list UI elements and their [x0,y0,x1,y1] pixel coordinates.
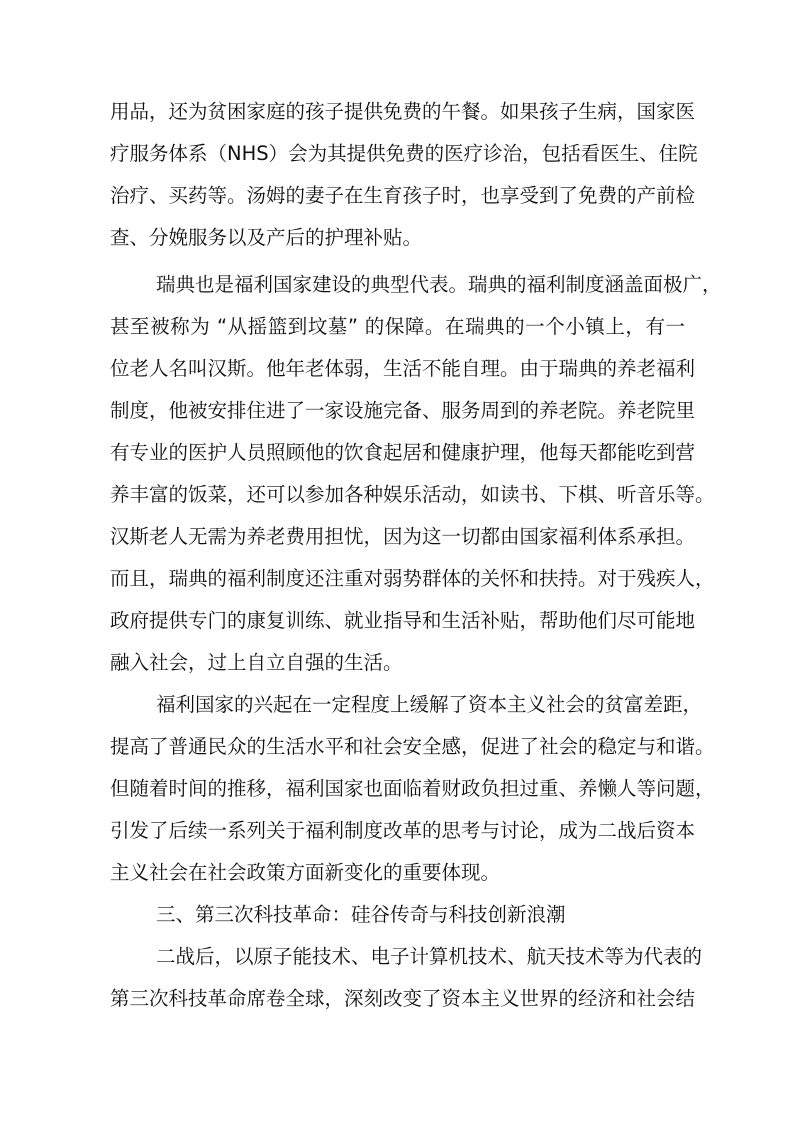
paragraph-line: 融入社会，过上自立自强的生活。 [110,651,403,674]
paragraph-line: 而且，瑞典的福利制度还注重对弱势群体的关怀和扶持。对于残疾人， [110,567,715,590]
paragraph-line: 瑞典也是福利国家建设的典型代表。瑞典的福利制度涵盖面极广， [156,273,722,296]
paragraph-line: 第三次科技革命席卷全球，深刻改变了资本主义世界的经济和社会结 [110,987,696,1010]
paragraph-line: 治疗、买药等。汤姆的妻子在生育孩子时，也享受到了免费的产前检 [110,184,696,207]
paragraph-line: 养丰富的饭菜，还可以参加各种娱乐活动，如读书、下棋、听音乐等。 [110,483,715,506]
paragraph-line: 制度，他被安排住进了一家设施完备、服务周到的养老院。养老院里 [110,399,696,422]
paragraph-line: 用品，还为贫困家庭的孩子提供免费的午餐。如果孩子生病，国家医 [110,100,696,123]
paragraph-line: 查、分娩服务以及产后的护理补贴。 [110,226,423,249]
section-heading: 三、第三次科技革命：硅谷传奇与科技创新浪潮 [156,903,566,926]
paragraph-line: 主义社会在社会政策方面新变化的重要体现。 [110,861,501,884]
paragraph-line: 汉斯老人无需为养老费用担忧，因为这一切都由国家福利体系承担。 [110,525,696,548]
paragraph-line: 引发了后续一系列关于福利制度改革的思考与讨论，成为二战后资本 [110,819,696,842]
paragraph-line: 二战后，以原子能技术、电子计算机技术、航天技术等为代表的 [156,945,703,968]
paragraph-line: 有专业的医护人员照顾他的饮食起居和健康护理，他每天都能吃到营 [110,441,696,464]
paragraph-line: 政府提供专门的康复训练、就业指导和生活补贴，帮助他们尽可能地 [110,609,696,632]
paragraph-line: 疗服务体系（NHS）会为其提供免费的医疗诊治，包括看医生、住院 [110,142,698,165]
paragraph-line: 提高了普通民众的生活水平和社会安全感，促进了社会的稳定与和谐。 [110,735,715,758]
paragraph-line: 甚至被称为 “从摇篮到坟墓” 的保障。在瑞典的一个小镇上，有一 [110,315,685,338]
paragraph-line: 位老人名叫汉斯。他年老体弱，生活不能自理。由于瑞典的养老福利 [110,357,696,380]
paragraph-line: 但随着时间的推移，福利国家也面临着财政负担过重、养懒人等问题， [110,777,715,800]
paragraph-line: 福利国家的兴起在一定程度上缓解了资本主义社会的贫富差距， [156,693,703,716]
